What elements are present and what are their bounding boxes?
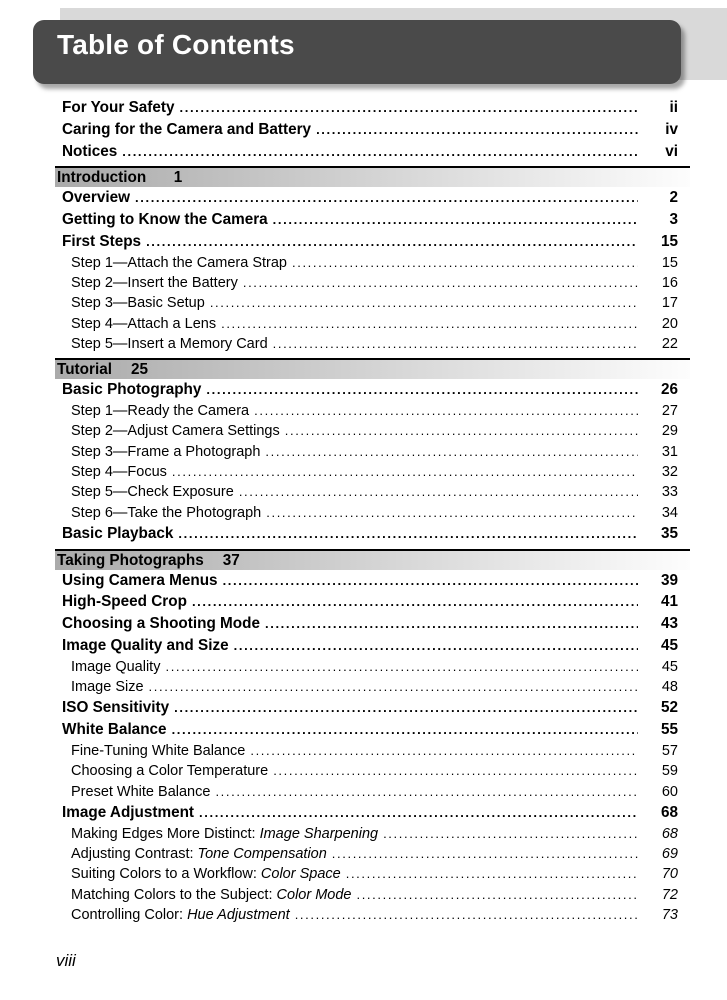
dot-leader	[180, 97, 639, 119]
toc-entry	[55, 209, 690, 231]
toc-entry-page: 16	[661, 275, 678, 292]
toc-entry-label: Suiting Colors to a Workflow: Color Space	[71, 866, 341, 883]
toc-entry-label: Fine-Tuning White Balance	[71, 743, 246, 760]
toc-entry-label: Step 1—Ready the Camera	[71, 403, 250, 420]
toc-entry-label: Overview	[62, 189, 131, 207]
toc-entry-page: 26	[660, 381, 678, 399]
toc-entry-page: 41	[660, 593, 678, 611]
toc-entry	[55, 761, 690, 781]
toc-entry-label: Preset White Balance	[71, 783, 211, 800]
toc-entry-label-italic: Hue Adjustment	[187, 906, 290, 923]
toc-entry	[55, 462, 690, 482]
dot-leader	[192, 591, 638, 613]
toc-entry-page: 22	[661, 335, 678, 352]
toc-entry-label: Step 4—Focus	[71, 463, 167, 480]
toc-entry-page: iv	[665, 120, 678, 138]
toc-entry-page: 73	[661, 906, 678, 923]
toc-entry-label: ISO Sensitivity	[62, 699, 170, 717]
toc-entry-label: Matching Colors to the Subject: Color Mode	[71, 886, 352, 903]
toc-entry-label: Tutorial	[57, 361, 112, 379]
toc-entry-label: Image Quality	[71, 658, 161, 675]
toc-entry	[55, 334, 690, 354]
toc-entry	[55, 591, 690, 613]
dot-leader	[172, 719, 638, 741]
toc-entry-page: 72	[661, 886, 678, 903]
toc-entry	[55, 253, 690, 273]
toc-entry	[55, 844, 690, 864]
dot-leader	[210, 293, 638, 313]
dot-leader	[199, 802, 638, 824]
toc-entry	[55, 570, 690, 592]
dot-leader	[273, 761, 638, 781]
dot-leader	[356, 885, 638, 905]
toc-entry-label: Step 2—Adjust Camera Settings	[71, 423, 280, 440]
toc-entry-label: First Steps	[62, 232, 142, 250]
toc-entry-page: 48	[661, 679, 678, 696]
toc-entry	[55, 187, 690, 209]
toc-entry-page: 45	[660, 637, 678, 655]
toc-entry-label: Choosing a Color Temperature	[71, 763, 269, 780]
toc-entry-page: 31	[661, 443, 678, 460]
toc-entry	[55, 231, 690, 253]
toc-entry	[55, 141, 690, 163]
page-title-banner	[33, 20, 681, 84]
toc-entry-page: 70	[661, 866, 678, 883]
dot-leader	[215, 782, 638, 802]
dot-leader	[221, 314, 638, 334]
toc-entry	[55, 97, 690, 119]
toc-entry-page: 55	[660, 721, 678, 739]
toc-entry-page: 35	[660, 524, 678, 542]
toc-entry-label: Caring for the Camera and Battery	[62, 120, 312, 138]
toc-entry	[55, 824, 690, 844]
toc-entry	[55, 613, 690, 635]
toc-entry-page: 39	[660, 571, 678, 589]
toc-entry	[55, 482, 690, 502]
toc-entry	[55, 741, 690, 761]
toc-entry-page: 17	[661, 295, 678, 312]
toc-entry-label: Image Adjustment	[62, 803, 195, 821]
toc-entry-label: Step 5—Check Exposure	[71, 484, 234, 501]
toc-entry	[55, 442, 690, 462]
toc-entry-page: 33	[661, 484, 678, 501]
toc-entry-page: 3	[669, 211, 678, 229]
toc-entry	[55, 802, 690, 824]
toc-entry-page: 29	[661, 423, 678, 440]
toc-entry-label: For Your Safety	[62, 99, 175, 116]
toc-entry-page: 15	[660, 232, 678, 250]
toc-entry-label: Using Camera Menus	[62, 571, 218, 589]
toc-entry	[55, 273, 690, 293]
toc-entry-page: 68	[660, 803, 678, 821]
page-number-footer: viii	[56, 951, 76, 970]
dot-leader	[285, 421, 638, 441]
dot-leader	[146, 231, 638, 253]
toc-entry	[55, 885, 690, 905]
toc-entry-page: 59	[661, 763, 678, 780]
toc-entry-label: High-Speed Crop	[62, 593, 187, 611]
toc-entry	[55, 864, 690, 884]
dot-leader	[149, 677, 638, 697]
toc-entry-page: 60	[661, 783, 678, 800]
toc-entry-page: 37	[222, 551, 240, 569]
toc-entry	[55, 635, 690, 657]
dot-leader	[265, 613, 638, 635]
dot-leader	[295, 905, 638, 925]
dot-leader	[206, 379, 638, 401]
toc-entry	[55, 503, 690, 523]
toc-entry-label-italic: Color Space	[260, 866, 341, 883]
toc-entry-label: Getting to Know the Camera	[62, 211, 268, 229]
toc-entry	[55, 677, 690, 697]
toc-entry-label: Taking Photographs	[57, 551, 204, 569]
toc-entry	[55, 697, 690, 719]
toc-entry-page: 45	[661, 658, 678, 675]
toc-entry	[55, 523, 690, 545]
dot-leader	[178, 523, 638, 545]
dot-leader	[292, 253, 638, 273]
toc-entry-page: 68	[661, 825, 678, 842]
toc-entry	[55, 401, 690, 421]
toc-entry-label: Step 4—Attach a Lens	[71, 315, 217, 332]
toc-entry	[55, 314, 690, 334]
toc-entry-label-italic: Tone Compensation	[197, 846, 327, 862]
toc-entry-label: Adjusting Contrast: Tone Compensation	[71, 846, 327, 862]
dot-leader	[346, 864, 638, 884]
toc-entry-page: 25	[130, 361, 148, 379]
toc-entry-label: White Balance	[62, 721, 167, 739]
dot-leader	[273, 209, 638, 231]
toc-entry	[55, 905, 690, 925]
toc-entry	[55, 782, 690, 802]
dot-leader	[223, 570, 638, 592]
toc-entry-page: 2	[669, 189, 678, 207]
toc-entry-label-italic: Image Sharpening	[259, 825, 379, 842]
toc-entry-page: 27	[661, 403, 678, 420]
dot-leader	[265, 442, 638, 462]
dot-leader	[165, 657, 638, 677]
toc-entry-label: Image Quality and Size	[62, 637, 229, 655]
toc-entry-label: Introduction	[57, 169, 147, 187]
toc-entry-label: Step 6—Take the Photograph	[71, 504, 262, 521]
toc-entry-label: Step 3—Frame a Photograph	[71, 443, 261, 460]
toc-entry-page: 20	[661, 315, 678, 332]
toc-entry	[55, 379, 690, 401]
toc-entry-label: Step 1—Attach the Camera Strap	[71, 254, 287, 271]
toc-entry-label: Making Edges More Distinct: Image Sharpening	[71, 825, 379, 842]
toc-entry-page: 69	[661, 846, 678, 862]
toc-entry-label: Step 2—Insert the Battery	[71, 275, 238, 292]
toc-entry-label: Image Size	[71, 679, 144, 696]
toc-entry-page: 52	[660, 699, 678, 717]
toc-entry-page: 15	[661, 254, 678, 271]
dot-leader	[234, 635, 638, 657]
toc-entry	[55, 719, 690, 741]
toc-entry-page: ii	[669, 99, 678, 116]
toc-entry-page: 34	[661, 504, 678, 521]
dot-leader	[254, 401, 638, 421]
toc-section-header	[55, 166, 690, 187]
dot-leader	[332, 844, 638, 864]
dot-leader	[135, 187, 638, 209]
toc-entry-label: Basic Playback	[62, 524, 174, 542]
toc-entry-label: Step 5—Insert a Memory Card	[71, 335, 268, 352]
toc-entry-label: Notices	[62, 142, 118, 160]
toc-entry	[55, 119, 690, 141]
toc-entry-page: 43	[660, 615, 678, 633]
dot-leader	[316, 119, 638, 141]
dot-leader	[383, 824, 638, 844]
page-title: Table of Contents	[57, 29, 295, 60]
dot-leader	[273, 334, 638, 354]
dot-leader	[172, 462, 638, 482]
toc-entry	[55, 421, 690, 441]
toc-entry	[55, 657, 690, 677]
toc-list	[55, 97, 690, 925]
toc-entry-page: 1	[173, 169, 183, 187]
toc-entry-label: Choosing a Shooting Mode	[62, 615, 260, 633]
toc-section-header	[55, 549, 690, 570]
dot-leader	[243, 273, 638, 293]
toc-entry-label-italic: Color Mode	[276, 886, 352, 903]
toc-entry-label: Step 3—Basic Setup	[71, 295, 205, 312]
dot-leader	[266, 503, 638, 523]
toc-entry-page: 57	[661, 743, 678, 760]
toc-entry	[55, 293, 690, 313]
toc-entry-page: vi	[665, 142, 678, 160]
toc-entry-label: Basic Photography	[62, 381, 202, 399]
dot-leader	[174, 697, 638, 719]
toc-entry-label: Controlling Color: Hue Adjustment	[71, 906, 290, 923]
toc-section-header	[55, 358, 690, 379]
dot-leader	[250, 741, 638, 761]
dot-leader	[122, 141, 638, 163]
toc-entry-page: 32	[661, 463, 678, 480]
dot-leader	[239, 482, 638, 502]
